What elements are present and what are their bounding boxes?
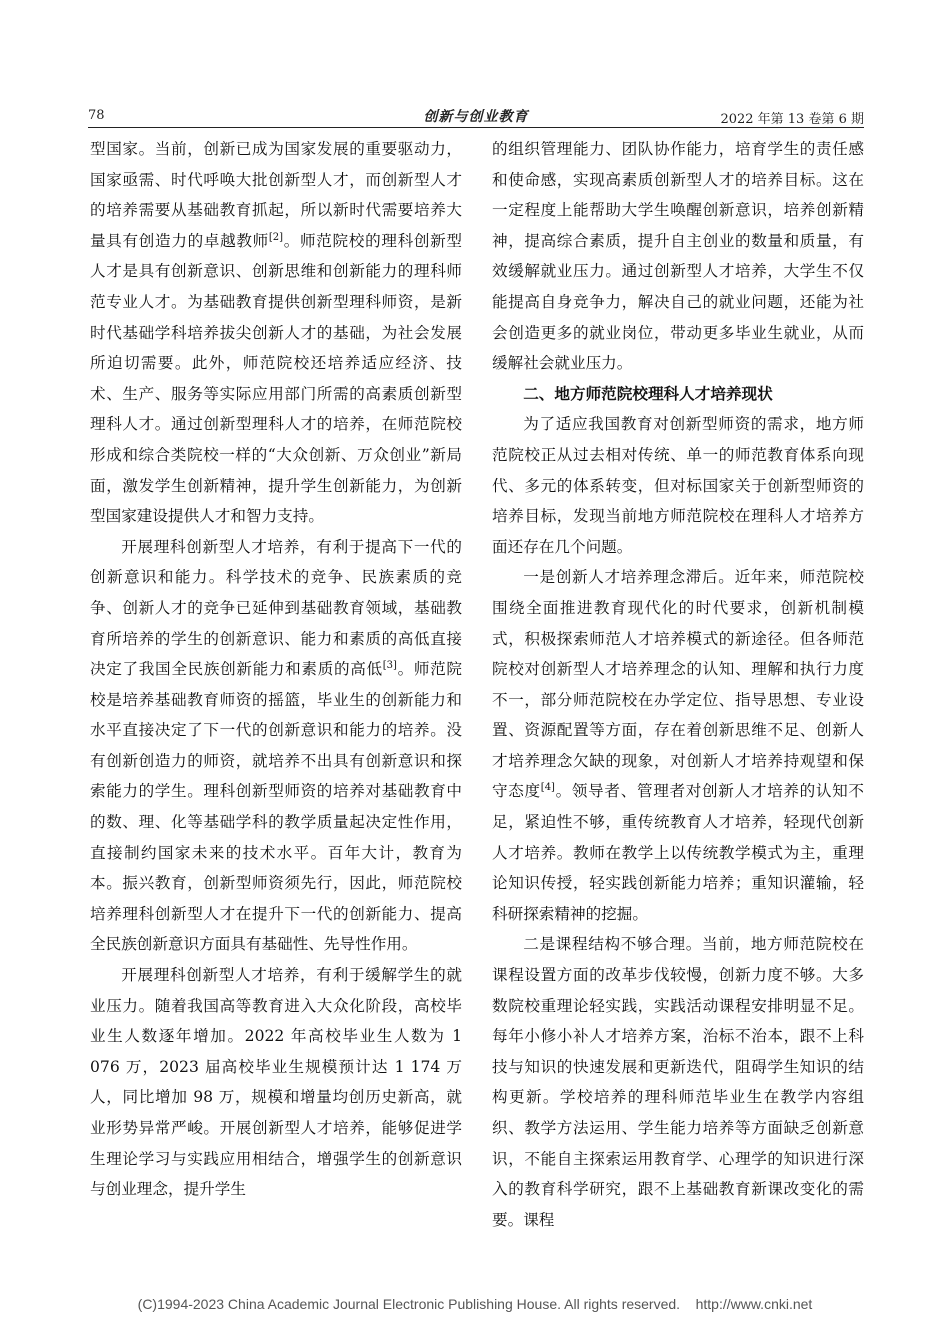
issue-info: 2022 年第 13 卷第 6 期 <box>720 112 864 127</box>
citation-ref[interactable]: [4] <box>540 782 555 794</box>
paragraph: 开展理科创新型人才培养，有利于缓解学生的就业压力。随着我国高等教育进入大众化阶段，高校毕业生人数逐年增加。2022 年高校毕业生人数为 1 076 万，2023 届高校毕业生规模预计达 1 174 万人，同比增加 98 万，规模和增量均创历史新高，就业形势异常严峻。开展创新型人才培养，能够促进学生理论学习与实践应用相结合，增强学生的创新意识与创业理念，提升学生 <box>90 966 462 1199</box>
paragraph: 为了适应我国教育对创新型师资的需求，地方师范院校正从过去相对传统、单一的师范教育体系向现代、多元的体系转变，但对标国家关于创新型师资的培养目标，发现当前地方师范院校在理科人才培养方面还存在几个问题。 <box>492 415 864 556</box>
paragraph: 一是创新人才培养理念滞后。近年来，师范院校围绕全面推进教育现代化的时代要求，创新机制模式，积极探索师范人才培养模式的新途径。但各师范院校对创新型人才培养理念的认知、理解和执行力度不一，部分师范院校在办学定位、指导思想、专业设置、资源配置等方面，存在着创新思维不足、创新人才培养理念欠缺的现象，对创新人才培养持观望和保守态度[4]。领导者、管理者对创新人才培养的认知不足，紧迫性不够，重传统教育人才培养，轻现代创新人才培养。教师在教学上以传统教学模式为主，重理论知识传授，轻实践创新能力培养；重知识灌输，轻科研探索精神的挖掘。 <box>492 568 864 923</box>
page-number: 78 <box>88 108 105 123</box>
copyright-footer: (C)1994-2023 China Academic Journal Electronic Publishing House. All rights reserved. http://www.cnki.net <box>137 1296 813 1312</box>
paragraph-continued: 的组织管理能力、团队协作能力，培育学生的责任感和使命感，实现高素质创新型人才的培养目标。这在一定程度上能帮助大学生唤醒创新意识，培养创新精神，提高综合素质，提升自主创业的数量和质量，有效缓解就业压力。通过创新型人才培养，大学生不仅能提高自身竞争力，解决自己的就业问题，还能为社会创造更多的就业岗位，带动更多毕业生就业，从而缓解社会就业压力。 <box>492 140 864 373</box>
journal-title: 创新与创业教育 <box>423 109 529 125</box>
paragraph: 二是课程结构不够合理。当前，地方师范院校在课程设置方面的改革步伐较慢，创新力度不够。大多数院校重理论轻实践，实践活动课程安排明显不足。每年小修小补人才培养方案，治标不治本，跟不上科技与知识的快速发展和更新迭代，阻碍学生知识的结构更新。学校培养的理科师范毕业生在教学内容组织、教学方法运用、学生能力培养等方面缺乏创新意识，不能自主探索运用教育学、心理学的知识进行深入的教育科学研究，跟不上基础教育新课改变化的需要。课程 <box>492 935 864 1229</box>
section-heading: 二、地方师范院校理科人才培养现状 <box>523 384 773 403</box>
paragraph-continued: 型国家。当前，创新已成为国家发展的重要驱动力，国家亟需、时代呼唤大批创新型人才，而创新型人才的培养需要从基础教育抓起，所以新时代需要培养大量具有创造力的卓越教师[2]。师范院校的理科创新型人才是具有创新意识、创新思维和创新能力的理科师范专业人才。为基础教育提供创新型理科师资，是新时代基础学科培养拔尖创新人才的基础，为社会发展所迫切需要。此外，师范院校还培养适应经济、技术、生产、服务等实际应用部门所需的高素质创新型理科人才。通过创新型理科人才的培养，在师范院校形成和综合类院校一样的“大众创新、万众创业”新局面，激发学生创新精神，提升学生创新能力，为创新型国家建设提供人才和智力支持。 <box>90 140 462 526</box>
left-column <box>90 134 462 1205</box>
running-header <box>88 106 864 128</box>
paragraph: 开展理科创新型人才培养，有利于提高下一代的创新意识和能力。科学技术的竞争、民族素质的竞争、创新人才的竞争已延伸到基础教育领域，基础教育所培养的学生的创新意识、能力和素质的高低直接决定了我国全民族创新能力和素质的高低[3]。师范院校是培养基础教育师资的摇篮，毕业生的创新能力和水平直接决定了下一代的创新意识和能力的培养。没有创新创造力的师资，就培养不出具有创新意识和探索能力的学生。理科创新型师资的培养对基础教育中的数、理、化等基础学科的教学质量起决定性作用，直接制约国家未来的技术水平。百年大计，教育为本。振兴教育，创新型师资须先行，因此，师范院校培养理科创新型人才在提升下一代的创新能力、提高全民族创新意识方面具有基础性、先导性作用。 <box>90 537 462 954</box>
right-column <box>492 134 864 1235</box>
citation-ref[interactable]: [2] <box>268 231 284 243</box>
citation-ref[interactable]: [3] <box>382 659 397 671</box>
header-divider <box>88 127 864 128</box>
